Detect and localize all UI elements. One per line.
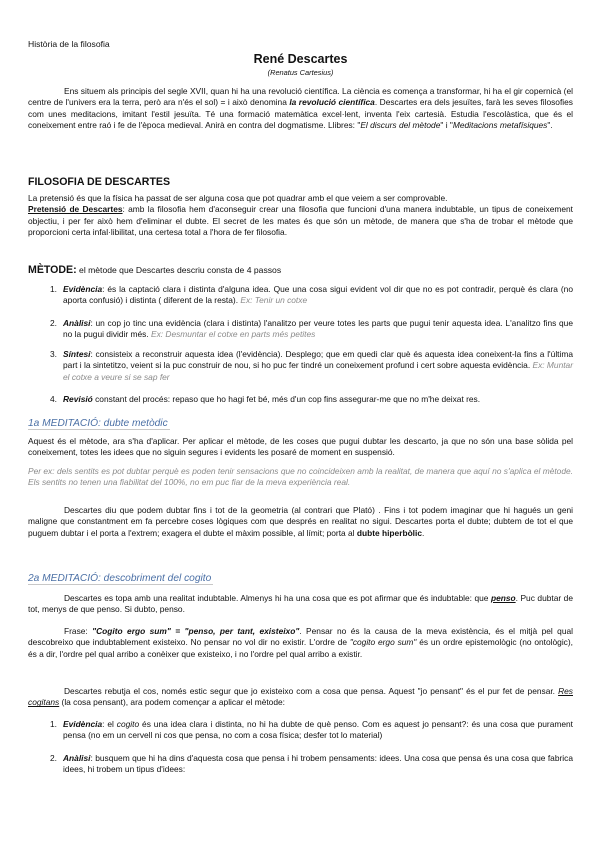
metode-step: 4. Revisió constant del procés: repaso que ho hagi fet bé, més d'un cop fins assegurar-me que no m'he deixat res.	[50, 394, 481, 404]
meditacio-1-heading: 1a MEDITACIÓ: dubte metòdic	[28, 418, 168, 429]
meditacio-2-paragraph: Descartes es topa amb una realitat indubtable. Almenys hi ha una cosa que es pot afirmar que és indubtable: que penso. Puc dubtar de tot, menys de que penso. Si dubto, penso.	[28, 593, 573, 615]
filosofia-paragraph: La pretensió és que la física ha passat de ser alguna cosa que pot quadrar amb el que veiem a ser comprovable. Pretensió de Descartes: amb la filosofia hem d'aconseguir crear una filosofia que funcioni d'una manera indubtable, un tipus de coneixement objectiu, i per fer això hem d'eliminar el dubte. El secret de les mates és que són un mètode, de manera que s'ha de trobar el mètode que proporcioni certa infal·libilitat, una certesa total a l'hora de fer filosofia.	[28, 193, 573, 238]
metode-heading: MÈTODE: el mètode que Descartes descriu consta de 4 passos	[28, 264, 282, 276]
meditacio-1-paragraph: Aquest és el mètode, ara s'ha d'aplicar. Per aplicar el mètode, de les coses que pugui dubtar les descarto, ja que no són una base sòlida pel coneixement, totes les idees que no siguin segures i evidents les posaré de moment en suspensió.	[28, 436, 573, 458]
cogito-step: 1. Evidència: el cogito és una idea clara i distinta, no hi ha dubte de què penso. Com es aquest jo pensant?: és una cosa que purament pensa (no em un cervell ni cos que pensa, no com a cosa física; desfer tot lo material)	[50, 719, 573, 741]
metode-step: 2. Anàlisi: un cop jo tinc una evidència (clara i distinta) l'analitzo per veure totes les parts que pugui tenir aquesta idea. L'analitzo fins que no la pugui dividir més. Ex: Desmuntar el cotxe en parts més petites	[50, 318, 573, 340]
meditacio-2-frase: Frase: "Cogito ergo sum" = "penso, per tant, existeixo". Pensar no és la causa de la meva existència, és el mitjà pel qual descobreixo que indubtablement existeixo. No pensar no vol dir no existir. L'ordre de "cogito ergo sum" és un ordre epistemològic (no ontològic), és a dir, l'ordre pel qual arribo a conèixer que existeixo, i no l'ordre pel qual arribo a existir.	[28, 626, 573, 659]
metode-step: 3. Síntesi: consisteix a reconstruir aquesta idea (l'evidència). Desplego; que em quedi clar què és aquesta idea coneixent-la fins a l'última part i la sintetitzo, veient si la puc construir de nou, si ho puc fer tindré un coneixement profund i cert sobre aquesta evidència. Ex: Muntar el cotxe a veure si se sap fer	[50, 349, 574, 382]
section-heading-filosofia: FILOSOFIA DE DESCARTES	[28, 176, 171, 188]
meditacio-2-heading: 2a MEDITACIÓ: descobriment del cogito	[28, 573, 212, 584]
meditacio-1-example: Per ex: dels sentits es pot dubtar perquè es poden tenir sensacions que no coincideixen amb la realitat, de manera que aquí no s'aplica el mètode. Els sentits no tenen una fiabilitat del 100%, no em puc fiar de la meva experiència real.	[28, 466, 573, 488]
document-title: René Descartes	[253, 52, 348, 66]
cogito-step: 2. Anàlisi: busquem que hi ha dins d'aquesta cosa que pensa i hi trobem pensaments: idees. Una cosa que pensa és una cosa que fabrica idees, hi trobem un tipus d'idees:	[50, 753, 573, 775]
document-subtitle: (Renatus Cartesius)	[267, 68, 334, 77]
subject-header: Història de la filosofia	[28, 39, 110, 49]
meditacio-1-paragraph-2: Descartes diu que podem dubtar fins i tot de la geometria (al contrari que Plató) . Fins i tot podem imaginar que hi hagués un geni maligne que constantment em fa percebre coses lògiques com que després en realitat no sigui. Descartes porta el dubte; dubtem de tot el que puguem dubtar i el porta a l'extrem; exagera el dubte el màxim possible, al límit; porta al dubte hiperbòlic.	[28, 505, 573, 538]
meditacio-2-res-cogitans: Descartes rebutja el cos, només estic segur que jo existeixo com a cosa que pensa. Aquest "jo pensant" és el pur fet de pensar. Res cogitans (la cosa pensant), ara podem començar a aplicar el mètode:	[28, 686, 573, 708]
intro-paragraph: Ens situem als principis del segle XVII, quan hi ha una revolució científica. La ciència es comença a transformar, hi ha el gir copernicà (el centre de l'univers era la terra, però ara n'és el sol) = i això denomina la revolució científica. Descartes era dels jesuïtes, farà les seves filosofies com unes meditacions, imitant l'estil jesuïta. Té una formació matemàtica excel·lent, inventa l'eix cartesià. Estudia l'escolàstica, que és el coneixement entre raó i fe de l'època medieval. Anirà en contra del dogmatisme. Llibres: "El discurs del mètode" i "Meditacions metafísiques".	[28, 86, 573, 131]
metode-step: 1. Evidència: és la captació clara i distinta d'alguna idea. Que una cosa sigui evident vol dir que no es pot contradir, perquè és clara (no aporta confusió) i distinta ( diferent de la resta). Ex: Tenir un cotxe	[50, 284, 573, 306]
